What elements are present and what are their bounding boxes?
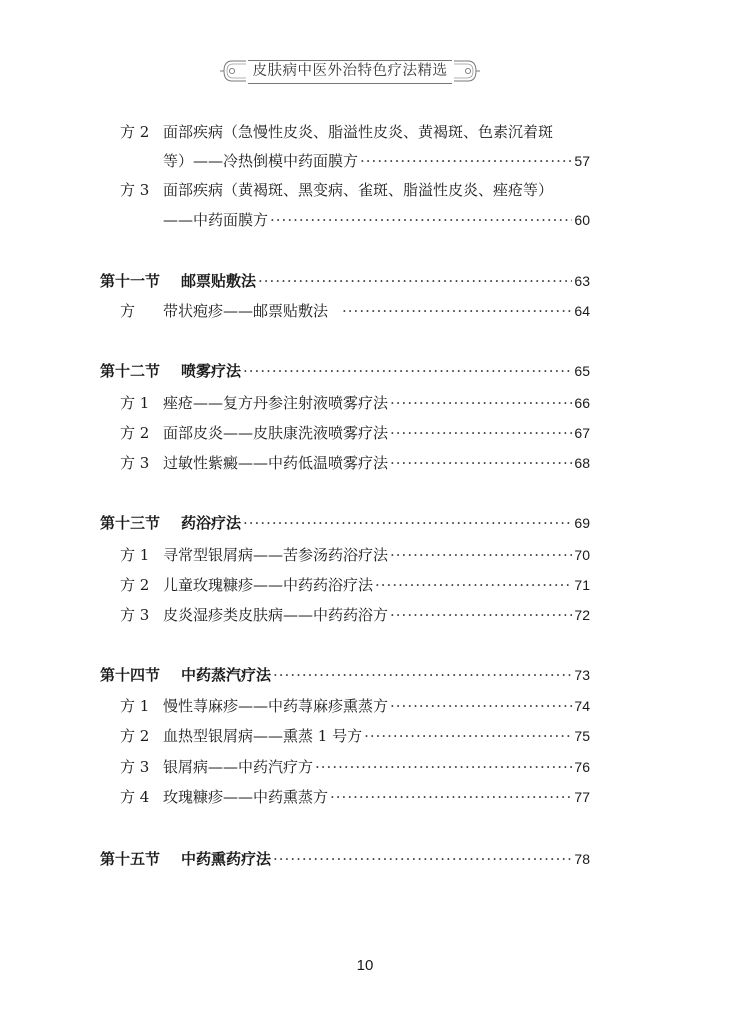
entry-label: 方 4 <box>120 788 150 806</box>
entry-title: 皮炎湿疹类皮肤病——中药药浴方 <box>163 606 389 624</box>
entry-title: 慢性荨麻疹——中药荨麻疹熏蒸方 <box>163 697 389 715</box>
header-title: 皮肤病中医外治特色疗法精选 <box>252 63 448 79</box>
dot-leader <box>243 361 572 381</box>
page-folio: 10 <box>356 957 374 974</box>
toc-section-entry[interactable] <box>100 361 590 381</box>
section-title: 喷雾疗法 <box>181 362 242 380</box>
page-number: 78 <box>574 851 590 867</box>
dot-leader <box>273 849 572 869</box>
toc-entry[interactable] <box>120 122 590 142</box>
page-number: 68 <box>574 455 590 471</box>
dot-leader <box>364 726 572 746</box>
entry-label: 方 <box>120 302 136 320</box>
entry-label: 方 1 <box>120 394 150 412</box>
dot-leader <box>258 271 572 291</box>
page-number: 76 <box>574 759 590 775</box>
entry-title: 等）——冷热倒模中药面膜方 <box>163 152 359 170</box>
entry-label: 方 3 <box>120 181 150 199</box>
toc-section-entry[interactable] <box>100 849 590 869</box>
page-number: 74 <box>574 698 590 714</box>
entry-title: 银屑病——中药汽疗方 <box>163 758 314 776</box>
entry-title: ——中药面膜方 <box>163 211 269 229</box>
page-number: 66 <box>574 395 590 411</box>
page-number: 60 <box>574 212 590 228</box>
page-number: 57 <box>574 153 590 169</box>
toc-entry-continuation[interactable] <box>163 210 590 230</box>
dot-leader <box>390 696 572 716</box>
section-label: 第十四节 <box>100 666 161 684</box>
dot-leader <box>390 605 572 625</box>
dot-leader <box>315 757 572 777</box>
section-label: 第十五节 <box>100 850 161 868</box>
dot-leader <box>390 545 572 565</box>
toc-entry-continuation[interactable] <box>163 151 590 171</box>
toc-entry[interactable] <box>120 393 590 413</box>
page-number: 63 <box>574 273 590 289</box>
entry-title: 痤疮——复方丹参注射液喷雾疗法 <box>163 394 389 412</box>
section-label: 第十二节 <box>100 362 161 380</box>
toc-entry[interactable] <box>120 545 590 565</box>
page-number: 73 <box>574 667 590 683</box>
entry-title: 寻常型银屑病——苦参汤药浴疗法 <box>163 546 389 564</box>
page-number: 77 <box>574 789 590 805</box>
toc-entry[interactable] <box>120 423 590 443</box>
dot-leader <box>360 151 572 171</box>
dot-leader <box>273 665 572 685</box>
section-title: 邮票贴敷法 <box>181 272 257 290</box>
section-title: 中药熏药疗法 <box>181 850 272 868</box>
entry-label: 方 3 <box>120 758 150 776</box>
dot-leader <box>330 787 572 807</box>
page-number: 70 <box>574 547 590 563</box>
section-title: 药浴疗法 <box>181 514 242 532</box>
toc-entry[interactable] <box>120 180 590 200</box>
toc-entry[interactable] <box>120 787 590 807</box>
entry-label: 方 2 <box>120 123 150 141</box>
toc-entry[interactable] <box>120 696 590 716</box>
page-number: 65 <box>574 363 590 379</box>
entry-title: 面部疾病（急慢性皮炎、脂溢性皮炎、黄褐斑、色素沉着斑 <box>163 123 554 141</box>
page-number: 64 <box>574 303 590 319</box>
entry-label: 方 2 <box>120 424 150 442</box>
dot-leader <box>390 453 572 473</box>
toc-section-entry[interactable] <box>100 513 590 533</box>
toc-entry[interactable] <box>120 726 590 746</box>
page-number: 75 <box>574 728 590 744</box>
section-label: 第十一节 <box>100 272 161 290</box>
toc-entry[interactable] <box>120 757 590 777</box>
toc-entry[interactable] <box>120 575 590 595</box>
dot-leader <box>342 301 572 321</box>
dot-leader <box>390 423 572 443</box>
section-title: 中药蒸汽疗法 <box>181 666 272 684</box>
entry-title: 玫瑰糠疹——中药熏蒸方 <box>163 788 329 806</box>
page-number: 67 <box>574 425 590 441</box>
entry-label: 方 3 <box>120 606 150 624</box>
entry-label: 方 2 <box>120 576 150 594</box>
dot-leader <box>270 210 572 230</box>
dot-leader <box>390 393 572 413</box>
entry-title: 过敏性紫癜——中药低温喷雾疗法 <box>163 454 389 472</box>
toc-section-entry[interactable] <box>100 271 590 291</box>
dot-leader <box>243 513 572 533</box>
entry-label: 方 2 <box>120 727 150 745</box>
entry-label: 方 1 <box>120 697 150 715</box>
toc-section-entry[interactable] <box>100 665 590 685</box>
section-label: 第十三节 <box>100 514 161 532</box>
entry-label: 方 3 <box>120 454 150 472</box>
toc-entry[interactable] <box>120 453 590 473</box>
entry-label: 方 1 <box>120 546 150 564</box>
toc-entry[interactable] <box>120 605 590 625</box>
dot-leader <box>375 575 572 595</box>
entry-title: 儿童玫瑰糠疹——中药药浴疗法 <box>163 576 374 594</box>
page-number: 71 <box>574 577 590 593</box>
page-number: 69 <box>574 515 590 531</box>
page-number: 72 <box>574 607 590 623</box>
entry-title: 面部皮炎——皮肤康洗液喷雾疗法 <box>163 424 389 442</box>
entry-title: 血热型银屑病——熏蒸 1 号方 <box>163 727 363 745</box>
entry-title: 面部疾病（黄褐斑、黑变病、雀斑、脂溢性皮炎、痤疮等） <box>163 181 554 199</box>
entry-title: 带状疱疹——邮票贴敷法 <box>163 302 329 320</box>
toc-entry[interactable] <box>120 301 590 321</box>
